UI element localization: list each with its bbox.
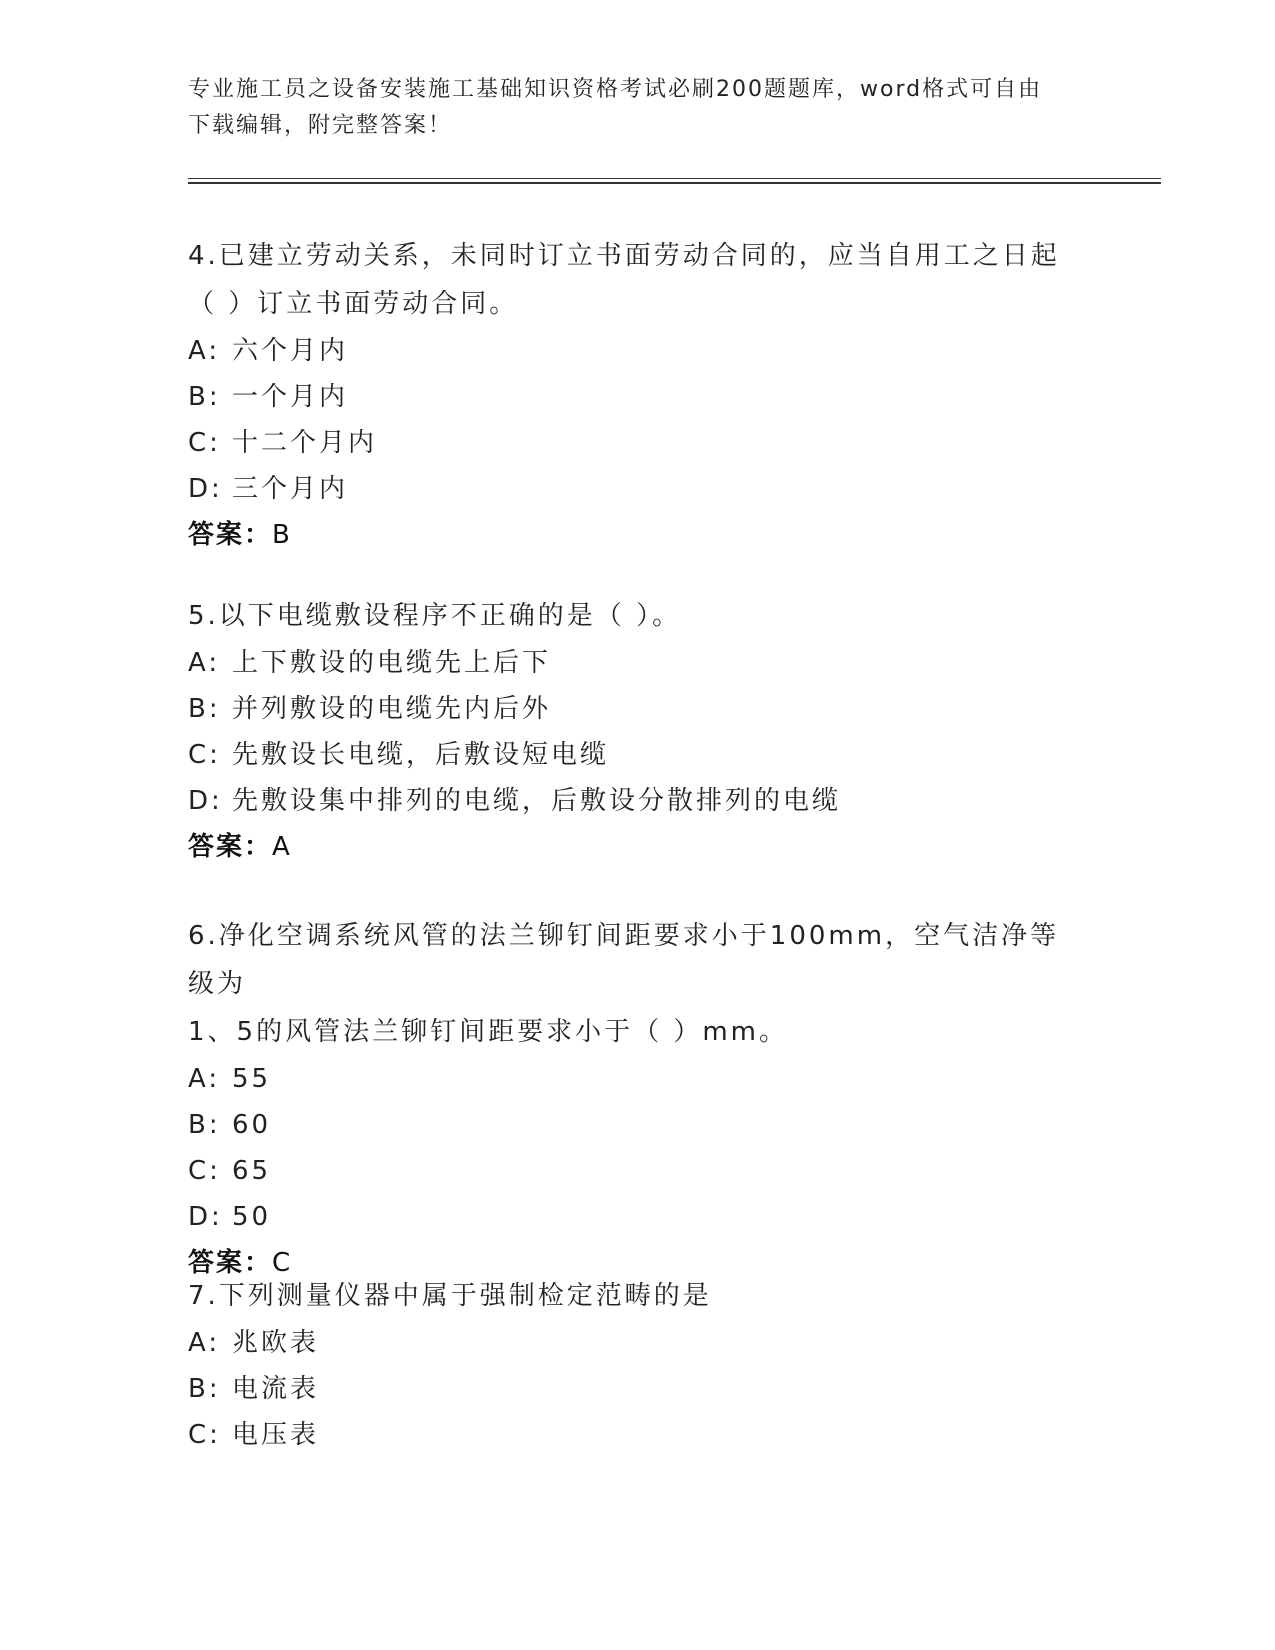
question-text: 4.已建立劳动关系，未同时订立书面劳动合同的，应当自用工之日起 <box>188 241 1060 271</box>
option-b: B: 电流表 <box>188 1374 320 1404</box>
question-text: 7.下列测量仪器中属于强制检定范畴的是 <box>188 1281 712 1311</box>
question-4 <box>188 232 1088 558</box>
option-b: B: 并列敷设的电缆先内后外 <box>188 694 552 724</box>
question-7 <box>188 1272 1088 1458</box>
option-d: D: 50 <box>188 1202 272 1232</box>
question-text-continued: （ ）订立书面劳动合同。 <box>188 289 519 319</box>
header-divider <box>188 178 1161 184</box>
question-text-continued: 1、5的风管法兰铆钉间距要求小于（ ）mm。 <box>188 1017 789 1047</box>
header-line-2: 下载编辑，附完整答案！ <box>188 113 453 138</box>
option-d: D: 先敷设集中排列的电缆，后敷设分散排列的电缆 <box>188 786 842 816</box>
option-c: C: 先敷设长电缆，后敷设短电缆 <box>188 740 610 770</box>
answer: 答案：B <box>188 520 292 550</box>
question-text: 5.以下电缆敷设程序不正确的是（ ）。 <box>188 601 682 631</box>
question-5 <box>188 592 1088 870</box>
question-6 <box>188 912 1088 1286</box>
option-a: A: 55 <box>188 1064 272 1094</box>
document-header <box>188 72 1088 144</box>
option-a: A: 上下敷设的电缆先上后下 <box>188 648 552 678</box>
answer: 答案：C <box>188 1248 293 1278</box>
option-d: D: 三个月内 <box>188 474 349 504</box>
option-b: B: 一个月内 <box>188 382 349 412</box>
option-b: B: 60 <box>188 1110 272 1140</box>
header-line-1: 专业施工员之设备安装施工基础知识资格考试必刷200题题库，word格式可自由 <box>188 77 1043 102</box>
option-c: C: 65 <box>188 1156 272 1186</box>
option-c: C: 电压表 <box>188 1420 320 1450</box>
option-a: A: 六个月内 <box>188 336 349 366</box>
answer: 答案：A <box>188 832 292 862</box>
option-c: C: 十二个月内 <box>188 428 378 458</box>
question-text: 6.净化空调系统风管的法兰铆钉间距要求小于100mm，空气洁净等级为 <box>188 921 1060 999</box>
option-a: A: 兆欧表 <box>188 1328 320 1358</box>
